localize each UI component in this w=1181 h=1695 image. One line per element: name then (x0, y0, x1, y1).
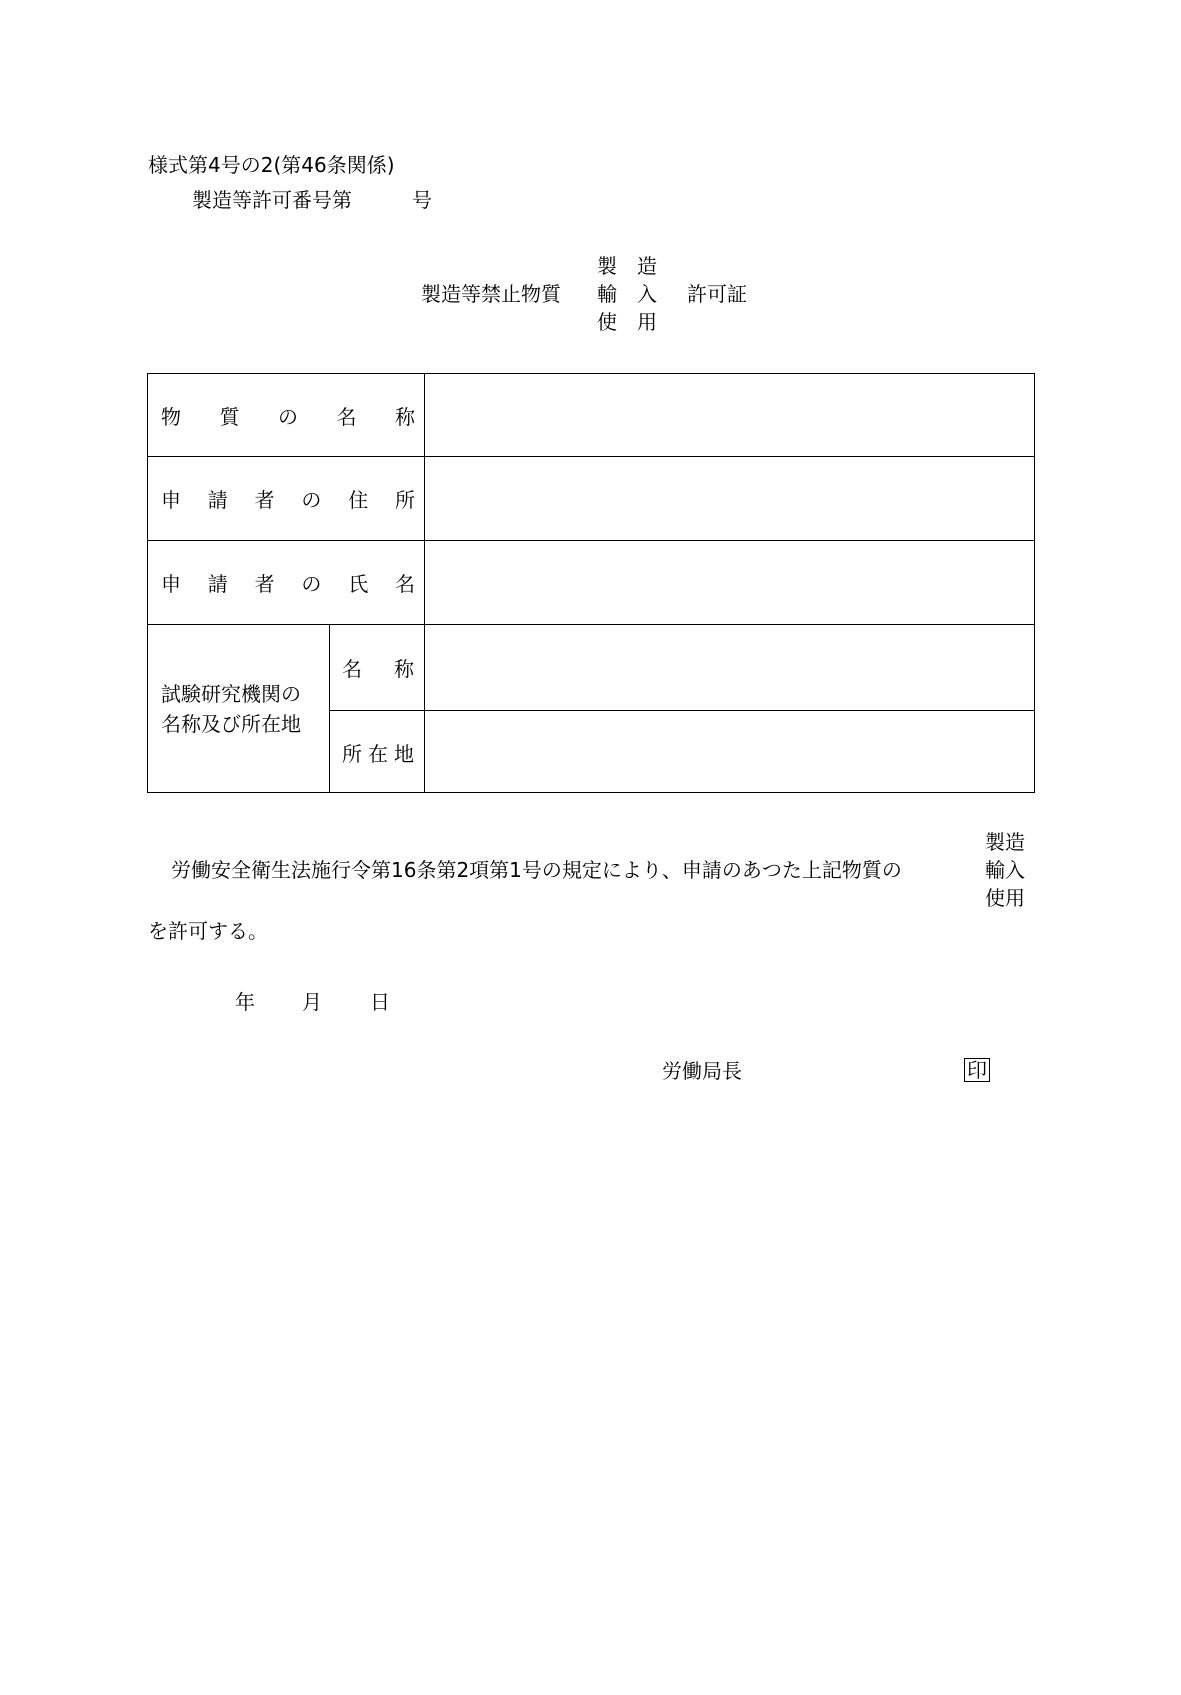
label-char: 名 (342, 656, 362, 681)
label-char: 者 (254, 487, 275, 512)
label-char: 申 (161, 571, 181, 596)
label-char: 物 (161, 404, 181, 429)
date-year: 年 (235, 990, 255, 1014)
label-substance-name (161, 374, 415, 456)
permit-table (147, 373, 1035, 793)
issuer-title: 労働局長 (662, 1059, 742, 1083)
title-suffix: 許可証 (687, 282, 747, 306)
body-option-manufacture: 製造 (985, 830, 1025, 854)
label-institution-line1: 試験研究機関の (161, 682, 301, 706)
body-option-import: 輸入 (985, 858, 1025, 882)
seal-mark: 印 (964, 1058, 990, 1082)
title-option-manufacture: 製 造 (597, 254, 657, 278)
permit-number-prefix: 製造等許可番号第 (192, 188, 352, 212)
label-applicant-address (161, 456, 415, 540)
label-institution-line2: 名称及び所在地 (161, 712, 301, 736)
title-main: 製造等禁止物質 (421, 282, 561, 306)
column-divider (329, 624, 330, 792)
label-char: 者 (254, 571, 275, 596)
date-month: 月 (302, 990, 322, 1014)
permit-number-suffix: 号 (412, 188, 432, 212)
label-institution-name (342, 624, 414, 710)
label-char: 所 (394, 487, 415, 512)
body-continuation: を許可する。 (148, 919, 268, 943)
label-char: 地 (394, 741, 414, 766)
label-char: 質 (219, 404, 240, 429)
label-char: 所 (342, 741, 362, 766)
title-option-use: 使 用 (597, 310, 657, 334)
label-char: 名 (336, 404, 357, 429)
form-number: 様式第4号の2(第46条関係) (148, 153, 395, 177)
label-char: 称 (394, 656, 414, 681)
label-char: 名 (394, 571, 415, 596)
row-divider (148, 624, 1034, 625)
body-sentence: 労働安全衛生法施行令第16条第2項第1号の規定により、申請のあつた上記物質の (171, 858, 902, 882)
label-char: 称 (395, 404, 415, 429)
title-option-import: 輸 入 (597, 282, 657, 306)
label-applicant-name (161, 540, 415, 624)
label-char: 氏 (348, 571, 369, 596)
label-char: の (278, 404, 298, 429)
row-divider (329, 710, 1034, 711)
label-institution-location (342, 710, 414, 794)
label-char: の (301, 487, 322, 512)
label-char: 申 (161, 487, 181, 512)
column-divider (424, 374, 425, 792)
label-char: 在 (368, 741, 388, 766)
date-day: 日 (370, 990, 390, 1014)
label-char: 請 (207, 571, 228, 596)
label-char: 請 (207, 487, 228, 512)
body-option-use: 使用 (985, 886, 1025, 910)
label-char: 住 (348, 487, 369, 512)
label-char: の (301, 571, 322, 596)
